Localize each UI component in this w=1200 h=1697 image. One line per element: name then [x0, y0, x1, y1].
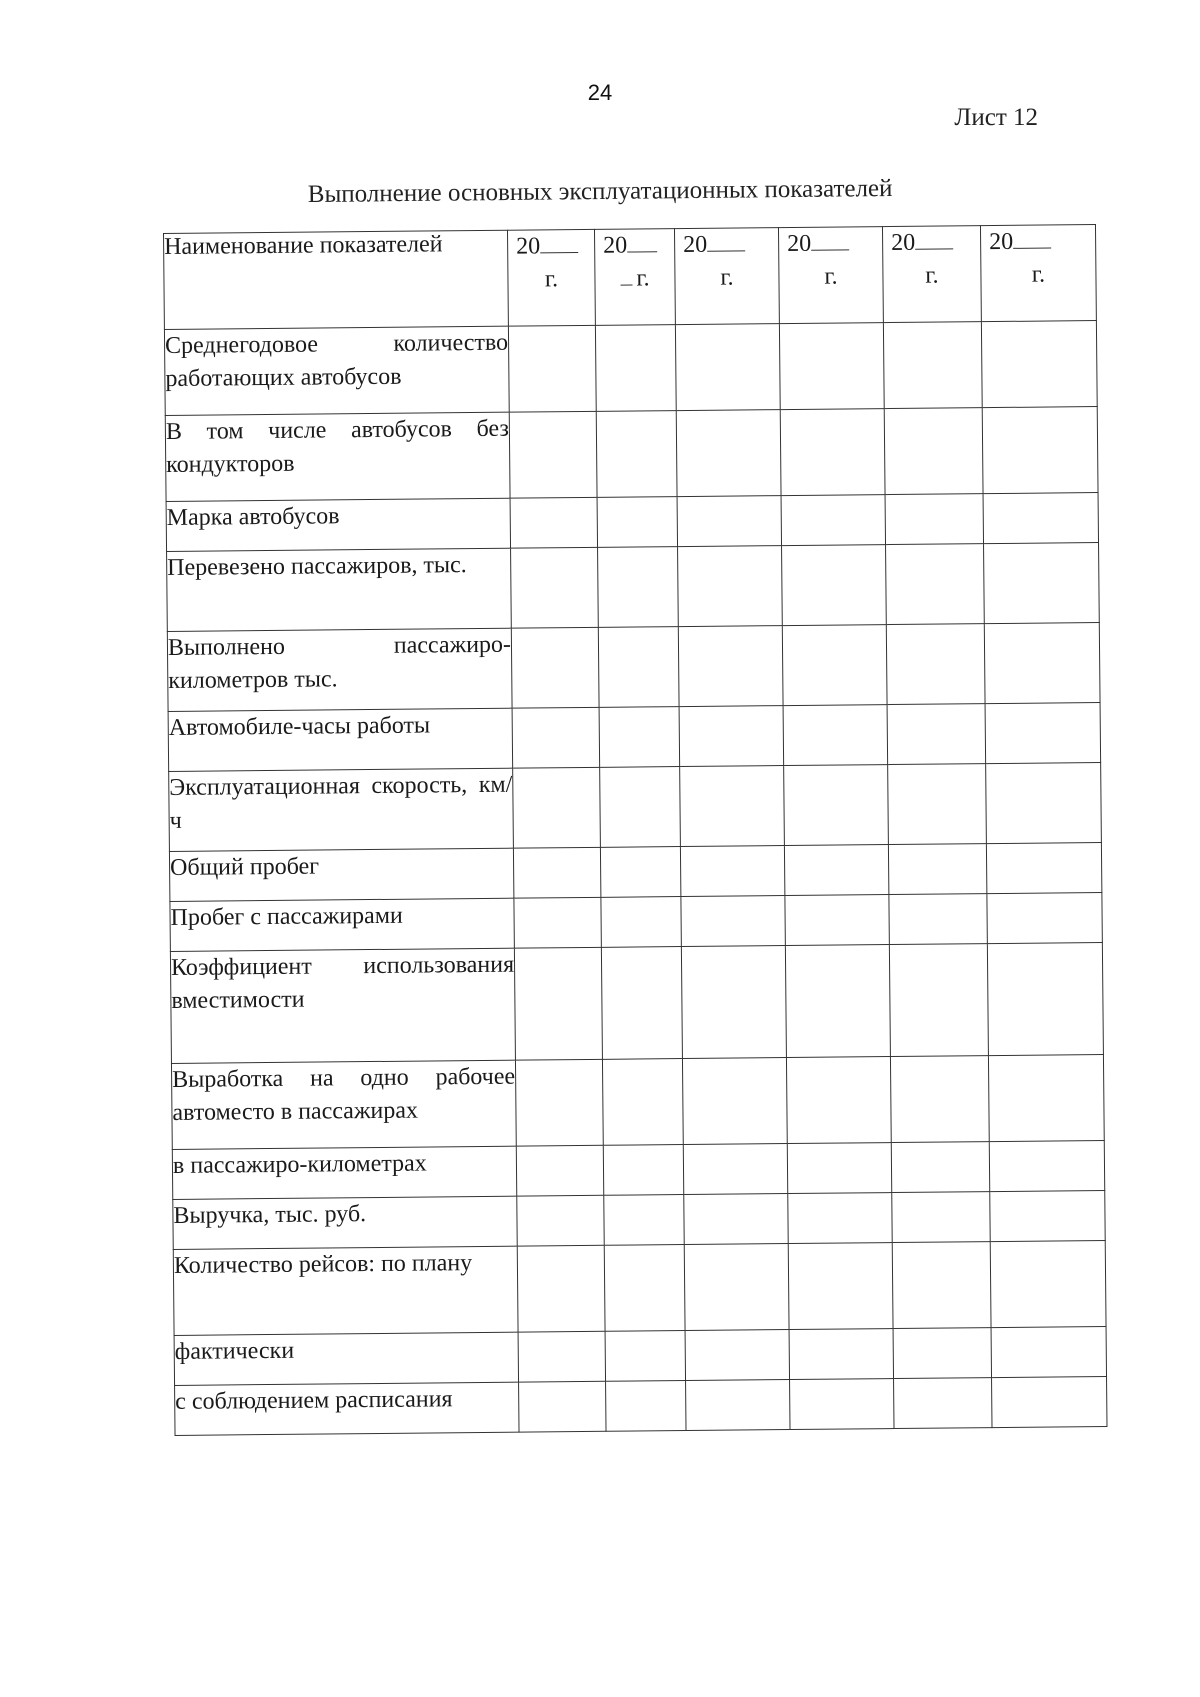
year-2-blank-extra: [620, 272, 632, 285]
value-cell-year-5[interactable]: [888, 844, 986, 895]
row-label: фактически: [174, 1332, 518, 1385]
value-cell-year-6[interactable]: [985, 703, 1101, 764]
table-row: [173, 1241, 1106, 1336]
value-cell-year-2[interactable]: [606, 1381, 686, 1432]
value-cell-year-5[interactable]: [888, 764, 987, 845]
value-cell-year-1[interactable]: [515, 1059, 603, 1146]
row-label: Автомобиле-часы работы: [168, 708, 513, 771]
year-6-blank: [1013, 227, 1051, 248]
value-cell-year-3[interactable]: [685, 1330, 789, 1381]
value-cell-year-5[interactable]: [887, 704, 986, 765]
value-cell-year-4[interactable]: [786, 1057, 891, 1144]
value-cell-year-1[interactable]: [516, 1145, 603, 1196]
value-cell-year-4[interactable]: [782, 625, 887, 706]
value-cell-year-5[interactable]: [891, 1142, 989, 1193]
indicators-table-body: [164, 321, 1107, 1436]
value-cell-year-4[interactable]: [787, 1143, 891, 1194]
value-cell-year-1[interactable]: [509, 411, 597, 498]
value-cell-year-1[interactable]: [511, 627, 599, 708]
page-number: 24: [587, 80, 613, 105]
value-cell-year-2[interactable]: [596, 411, 677, 498]
year-3-suffix: г.: [720, 264, 734, 291]
table-row: [169, 843, 1101, 902]
year-6-prefix: 20: [989, 228, 1014, 256]
row-label: Перевезено пассажиров, тыс.: [167, 548, 512, 631]
value-cell-year-5[interactable]: [889, 944, 988, 1057]
table-row: [170, 943, 1103, 1064]
year-3-prefix: 20: [683, 231, 708, 259]
year-6-suffix: г.: [1031, 261, 1046, 288]
value-cell-year-1[interactable]: [517, 1245, 605, 1332]
value-cell-year-1[interactable]: [513, 847, 600, 898]
value-cell-year-2[interactable]: [598, 547, 679, 628]
table-row: [168, 703, 1101, 772]
value-cell-year-2[interactable]: [598, 627, 679, 708]
value-cell-year-2[interactable]: [597, 497, 677, 548]
value-cell-year-2[interactable]: [605, 1331, 685, 1382]
value-cell-year-1[interactable]: [517, 1195, 604, 1246]
year-3-blank: [707, 230, 745, 251]
value-cell-year-6[interactable]: [982, 407, 1098, 494]
value-cell-year-6[interactable]: [992, 1376, 1107, 1427]
value-cell-year-4[interactable]: [781, 495, 885, 546]
value-cell-year-2[interactable]: [600, 767, 681, 848]
year-1-prefix: 20: [516, 233, 541, 260]
value-cell-year-3[interactable]: [681, 946, 786, 1059]
value-cell-year-6[interactable]: [991, 1326, 1106, 1377]
value-cell-year-4[interactable]: [779, 323, 884, 410]
value-cell-year-6[interactable]: [986, 843, 1101, 894]
value-cell-year-3[interactable]: [681, 896, 785, 947]
sheet-label: Лист 12: [954, 104, 1038, 131]
value-cell-year-6[interactable]: [988, 1055, 1104, 1142]
year-2-suffix: г.: [636, 265, 650, 292]
year-4-blank: [811, 229, 849, 250]
value-cell-year-4[interactable]: [783, 705, 888, 766]
value-cell-year-3[interactable]: [675, 324, 780, 411]
value-cell-year-1[interactable]: [512, 707, 600, 768]
indicators-table: [163, 224, 1108, 1436]
row-label: Общий пробег: [169, 848, 513, 901]
value-cell-year-3[interactable]: [677, 496, 781, 547]
row-label: Выработка на одно рабочее автоместо в пассажирах: [171, 1060, 516, 1149]
table-row: [173, 1191, 1105, 1250]
value-cell-year-2[interactable]: [604, 1195, 684, 1246]
row-label: Выручка, тыс. руб.: [173, 1196, 517, 1249]
value-cell-year-1[interactable]: [510, 497, 597, 548]
value-cell-year-1[interactable]: [519, 1381, 606, 1432]
header-year-4: [778, 227, 883, 324]
indicators-table-wrapper: [163, 224, 1107, 1436]
value-cell-year-6[interactable]: [990, 1241, 1106, 1328]
table-row: [171, 1055, 1104, 1150]
value-cell-year-5[interactable]: [894, 1378, 992, 1429]
value-cell-year-2[interactable]: [595, 325, 676, 412]
value-cell-year-5[interactable]: [893, 1328, 991, 1379]
value-cell-year-4[interactable]: [784, 765, 889, 846]
value-cell-year-6[interactable]: [987, 943, 1103, 1056]
value-cell-year-1[interactable]: [514, 947, 602, 1060]
row-label: Выполнено пассажиро-километров тыс.: [167, 628, 512, 711]
value-cell-year-5[interactable]: [892, 1192, 990, 1243]
table-row: [174, 1326, 1106, 1385]
value-cell-year-3[interactable]: [680, 846, 784, 897]
row-label: с соблюдением расписания: [175, 1382, 519, 1435]
header-year-3: [674, 228, 779, 325]
value-cell-year-4[interactable]: [785, 895, 889, 946]
value-cell-year-3[interactable]: [684, 1194, 788, 1245]
value-cell-year-5[interactable]: [889, 894, 987, 945]
document-title: Выполнение основных эксплуатационных показателей: [307, 174, 893, 209]
year-5-prefix: 20: [891, 229, 916, 257]
value-cell-year-4[interactable]: [785, 945, 890, 1058]
value-cell-year-1[interactable]: [514, 897, 601, 948]
table-row: [166, 493, 1098, 552]
header-year-1: [507, 229, 595, 326]
value-cell-year-4[interactable]: [780, 409, 885, 496]
row-label: в пассажиро-километрах: [172, 1146, 516, 1199]
value-cell-year-2[interactable]: [601, 897, 681, 948]
value-cell-year-6[interactable]: [990, 1191, 1105, 1242]
row-label: Пробег с пассажирами: [170, 898, 514, 951]
row-label: Эксплуатационная скорость, км/ч: [169, 768, 514, 851]
value-cell-year-4[interactable]: [790, 1379, 894, 1430]
year-1-blank: [540, 232, 578, 253]
value-cell-year-3[interactable]: [678, 626, 783, 707]
value-cell-year-1[interactable]: [511, 547, 599, 628]
row-label: Марка автобусов: [166, 498, 510, 551]
value-cell-year-3[interactable]: [683, 1144, 787, 1195]
value-cell-year-3[interactable]: [682, 1058, 787, 1145]
value-cell-year-2[interactable]: [602, 1059, 683, 1146]
value-cell-year-5[interactable]: [892, 1242, 991, 1329]
value-cell-year-2[interactable]: [604, 1245, 685, 1332]
table-row: [167, 543, 1100, 632]
value-cell-year-3[interactable]: [684, 1244, 789, 1331]
value-cell-year-3[interactable]: [686, 1380, 790, 1431]
year-2-prefix: 20: [603, 232, 628, 259]
value-cell-year-3[interactable]: [676, 410, 781, 497]
header-year-5: [882, 226, 981, 323]
value-cell-year-2[interactable]: [600, 847, 680, 898]
year-4-prefix: 20: [787, 230, 812, 258]
header-indicator-name: Наименование показателей: [164, 230, 509, 329]
value-cell-year-6[interactable]: [983, 493, 1098, 544]
value-cell-year-5[interactable]: [883, 322, 982, 409]
value-cell-year-2[interactable]: [601, 947, 682, 1060]
value-cell-year-4[interactable]: [782, 545, 887, 626]
value-cell-year-4[interactable]: [788, 1193, 892, 1244]
value-cell-year-3[interactable]: [678, 546, 783, 627]
table-row: [172, 1141, 1104, 1200]
value-cell-year-1[interactable]: [518, 1331, 605, 1382]
value-cell-year-5[interactable]: [890, 1056, 989, 1143]
value-cell-year-6[interactable]: [984, 623, 1100, 704]
value-cell-year-6[interactable]: [981, 321, 1097, 408]
value-cell-year-1[interactable]: [508, 325, 596, 412]
value-cell-year-3[interactable]: [680, 766, 785, 847]
row-label: Среднегодовое количество работающих автобусов: [164, 326, 509, 415]
year-5-blank: [915, 228, 953, 249]
year-4-suffix: г.: [824, 263, 838, 290]
value-cell-year-6[interactable]: [989, 1141, 1104, 1192]
row-label: Коэффициент использования вместимости: [170, 948, 515, 1063]
value-cell-year-4[interactable]: [784, 845, 888, 896]
table-row: [169, 763, 1102, 852]
value-cell-year-5[interactable]: [886, 544, 985, 625]
row-label: В том числе автобусов без кондукторов: [165, 412, 510, 501]
year-5-suffix: г.: [925, 262, 939, 289]
header-row: [164, 225, 1097, 330]
value-cell-year-2[interactable]: [599, 707, 680, 768]
value-cell-year-6[interactable]: [986, 763, 1102, 844]
value-cell-year-5[interactable]: [884, 408, 983, 495]
value-cell-year-6[interactable]: [984, 543, 1100, 624]
value-cell-year-2[interactable]: [603, 1145, 683, 1196]
value-cell-year-3[interactable]: [679, 706, 784, 767]
header-year-2: [594, 229, 675, 326]
value-cell-year-4[interactable]: [789, 1329, 893, 1380]
table-row: [165, 407, 1098, 502]
table-row: [164, 321, 1097, 416]
table-row: [170, 893, 1102, 952]
value-cell-year-4[interactable]: [788, 1243, 893, 1330]
year-1-suffix: г.: [544, 266, 559, 293]
value-cell-year-5[interactable]: [885, 494, 983, 545]
value-cell-year-5[interactable]: [886, 624, 985, 705]
table-row: [175, 1376, 1107, 1435]
row-label: Количество рейсов: по плану: [173, 1246, 518, 1335]
value-cell-year-1[interactable]: [513, 767, 601, 848]
year-2-blank: [627, 231, 657, 252]
header-year-6: [980, 225, 1096, 322]
value-cell-year-6[interactable]: [987, 893, 1102, 944]
table-row: [167, 623, 1100, 712]
